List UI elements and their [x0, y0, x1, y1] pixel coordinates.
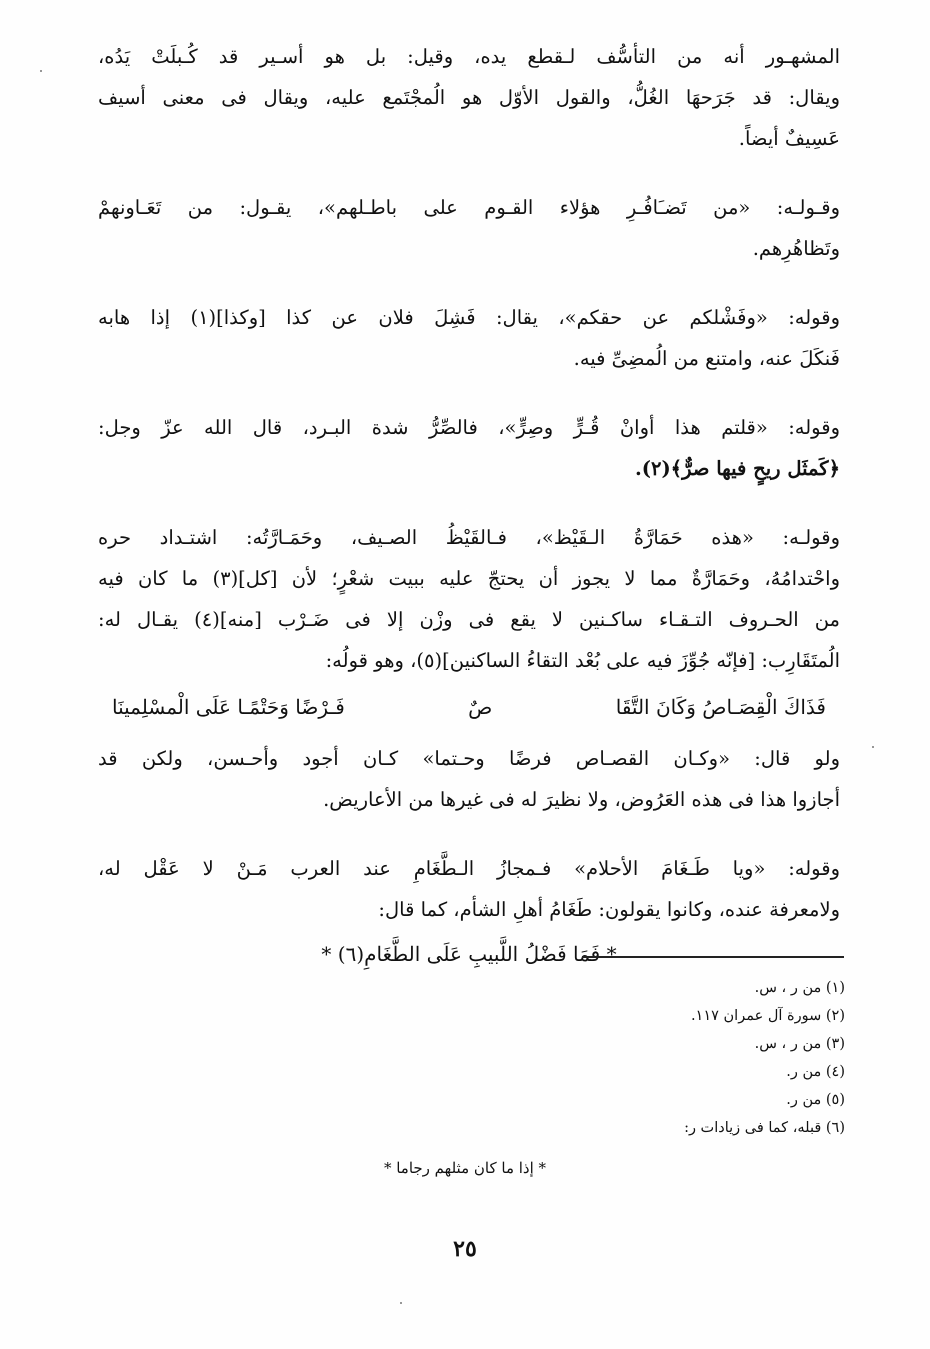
footnote: (٦) قبله، كما فى زيادات ر: — [684, 1120, 845, 1136]
text-line: أجازوا هذا فى هذه العَرُوض، ولا نظيرَ له فى غيرها من الأعاريض. — [323, 788, 840, 811]
footnote: (٣) من ر ، س. — [754, 1036, 845, 1052]
text-line: المشهـور أنه من التأسُّف لـقطع يده، وقيل: بل هو أسـير قد كُـبلَتْ يَدُه، — [98, 45, 840, 68]
text-line: وقوله: «ويا طَـغَامَ الأحلام» فـمجازُ الـطَّغَامِ عند العرب مَـنْ لا عَقْل له، — [98, 857, 840, 880]
page-number: ٢٥ — [453, 1236, 477, 1262]
text-line: فَنكَلَ عنه، وامتنع من الُمضِىِّ فيه. — [573, 347, 840, 370]
main-text — [98, 36, 840, 975]
paragraph-5 — [98, 517, 840, 681]
paragraph-2 — [98, 187, 840, 269]
scan-speck — [40, 70, 42, 72]
text-line: واحْتدامُهُ، وحَمَارَّةٌ مما لا يجوز أن يحتجّ عليه ببيت شعْرٍ؛ لأن [كل](٣) ما كان فيه — [98, 567, 840, 590]
footnote: (١) من ر ، س. — [754, 980, 845, 996]
text-line: وقولـه: «هذه حَمَارَّةُ الـقَيْظ»، فـالقَيْظُ الصـيف، وحَمَـارَّتُه: اشتـداد حره — [98, 526, 840, 549]
text-line: وقوله: «وفَشْلكم عن حقكم»، يقال: فَشِلَ فلان عن كذا [وكذا](١) إذا هابه — [98, 306, 840, 329]
paragraph-1 — [98, 36, 840, 159]
text-line: وقوله: «قلتم هذا أوانْ قُـرٍّ وصِرٍّ»، فالصِّرُّ شدة البـرد، قال الله عزّ وجل: — [98, 416, 840, 439]
verse-hemistich-first: فَذَاكَ الْقِصَـاصُ وَكَانَ التَّقَا — [615, 695, 826, 719]
paragraph-7 — [98, 848, 840, 930]
text-line: من الحـروف التـقـاء ساكـنين لا يقع فى وزْن إلا فى ضَـرْب [منه](٤) يقـال له: — [98, 608, 840, 631]
text-line: ولامعرفة عنده، وكانوا يقولون: طَغَامُ أهلِ الشأم، كما قال: — [378, 898, 840, 921]
footnote: (٢) سورة آل عمران ١١٧. — [690, 1008, 845, 1024]
verse-hemistich-second: فَـرْضًا وَحَتْمًـا عَلَى الْمسْلِمينَا — [112, 695, 345, 719]
verse-hemistich-split: صٌ — [468, 695, 493, 719]
poetry-verse — [112, 687, 826, 728]
footnotes — [500, 974, 845, 1142]
scan-speck — [400, 1302, 402, 1304]
text-line: عَسِيفٌ أيضاً. — [738, 127, 840, 150]
paragraph-3 — [98, 297, 840, 379]
quran-quote-line: ﴿كَمثَل ريحٍ فيها صرٌّ﴾(٢). — [634, 457, 840, 480]
scan-speck — [872, 746, 874, 748]
footnote: (٤) من ر. — [786, 1064, 845, 1080]
single-verse: * فَمَا فَضْلُ اللَّبيبِ عَلَى الطَّغَامِ(٦) * — [321, 942, 617, 966]
text-line: وتَظاهُرِهم. — [752, 237, 840, 260]
footnote-divider — [582, 956, 844, 958]
paragraph-6 — [98, 738, 840, 820]
footnote-verse: * إذا ما كان مثلهم رجاما * — [383, 1159, 547, 1177]
text-line: وقـولـه: «من تَضـَافُـرِ هؤلاء القـوم على باطـلهم»، يقـول: من تَعَـاونهمْ — [98, 196, 840, 219]
text-line: الُمتَقَارِب: [فإنّه جُوِّزَ فيه على بُعْد التقاءُ الساكنين](٥)، وهو قولُه: — [325, 649, 840, 672]
text-line: ولو قال: «وكـان القصـاص فرضًا وحـتما» كـان أجود وأحـسن، ولكن قد — [98, 747, 840, 770]
footnote: (٥) من ر. — [786, 1092, 845, 1108]
text-line: ويقال: قد جَرَحهَا الغُلُّ، والقول الأوّل هو الُمجْتَمع عليه، ويقال فى معنى أسيف — [98, 86, 840, 109]
paragraph-4 — [98, 407, 840, 489]
